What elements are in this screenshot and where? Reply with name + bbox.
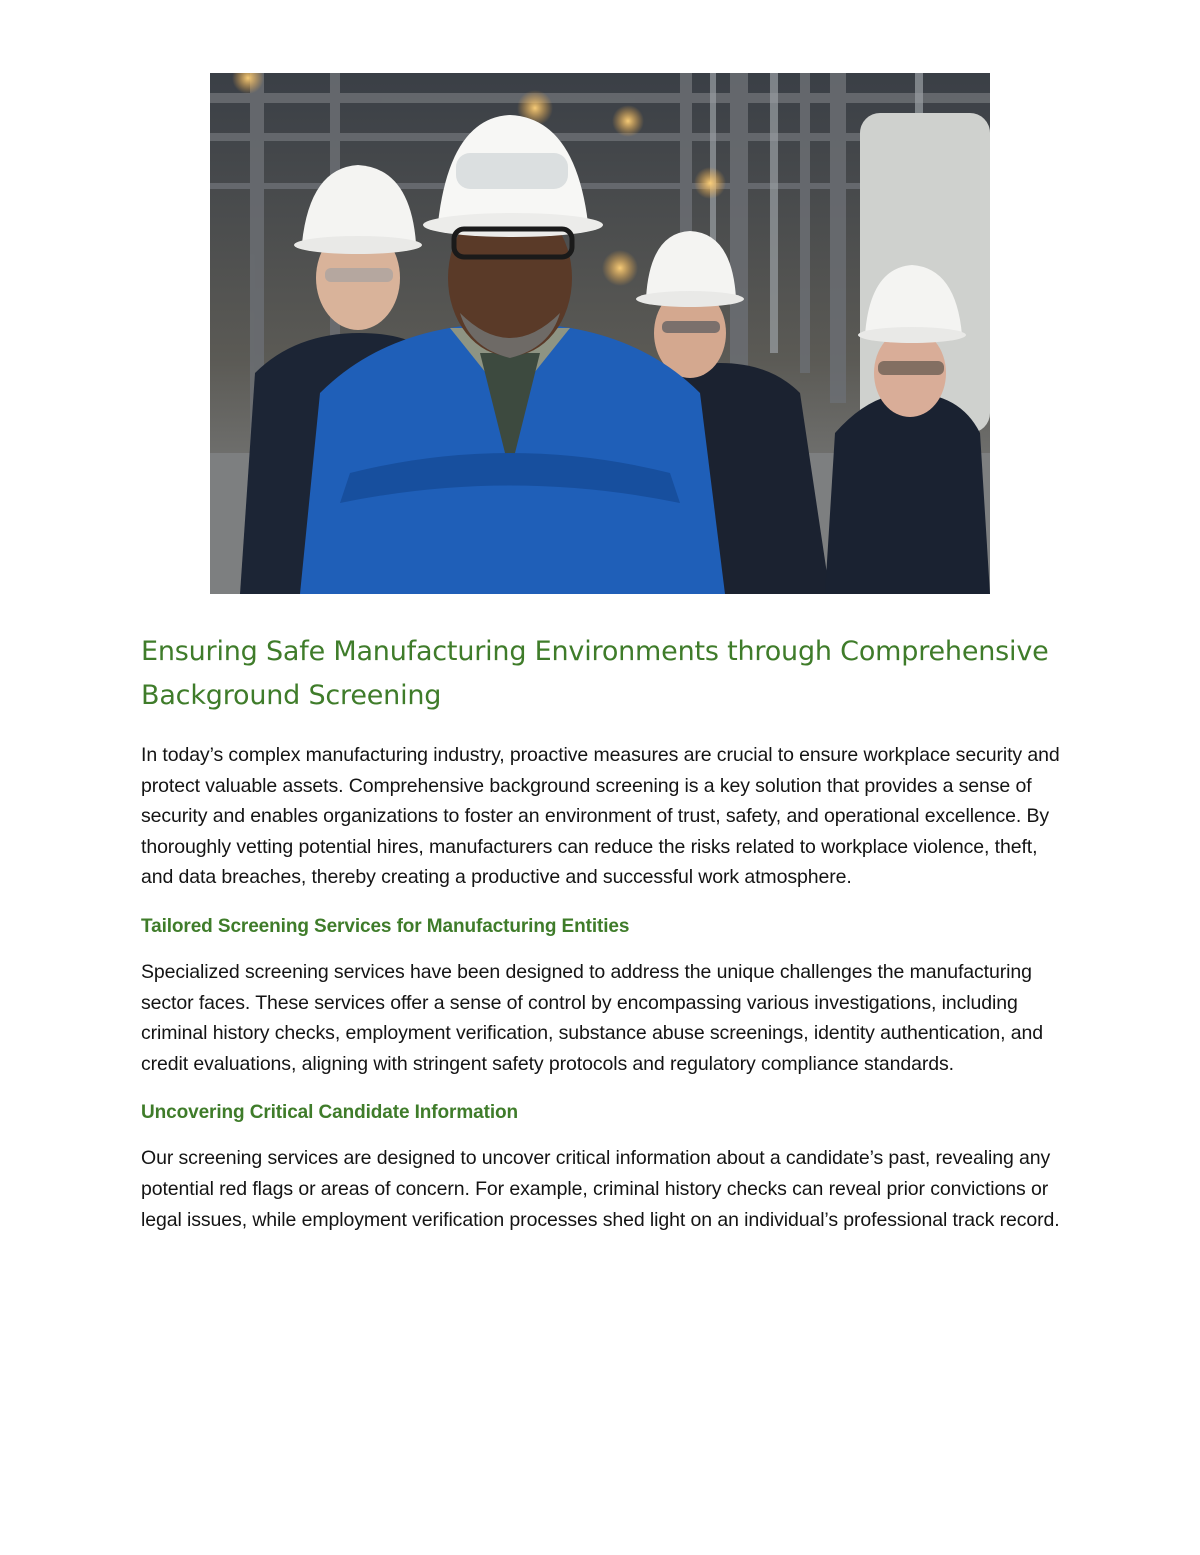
article (141, 630, 1066, 1235)
section-body-candidate-information: Our screening services are designed to uncover critical information about a candidate’s past, revealing any potential red flags or areas of concern. For example, criminal history checks can reveal prior convictions or legal issues, while employment verification processes shed light on an individual’s professional track record. (141, 1147, 1060, 1231)
section-heading-tailored-screening: Tailored Screening Services for Manufacturing Entities (141, 915, 630, 937)
intro-paragraph: In today’s complex manufacturing industry, proactive measures are crucial to ensure workplace security and protect valuable assets. Comprehensive background screening is a key solution that provides a sense of security and enables organizations to foster an environment of trust, safety, and operational excellence. By thoroughly vetting potential hires, manufacturers can reduce the risks related to workplace violence, theft, and data breaches, thereby creating a productive and successful work atmosphere. (141, 744, 1060, 889)
article-title: Ensuring Safe Manufacturing Environments through Comprehensive Background Screening (141, 636, 1049, 711)
hero-photo (210, 73, 990, 594)
industrial-workers-photo-icon (210, 73, 990, 594)
section-heading-candidate-information: Uncovering Critical Candidate Information (141, 1102, 519, 1124)
section-body-tailored-screening: Specialized screening services have been designed to address the unique challenges the manufacturing sector faces. These services offer a sense of control by encompassing various investigations, including criminal history checks, employment verification, substance abuse screenings, identity authentication, and credit evaluations, aligning with stringent safety protocols and regulatory compliance standards. (141, 960, 1044, 1075)
